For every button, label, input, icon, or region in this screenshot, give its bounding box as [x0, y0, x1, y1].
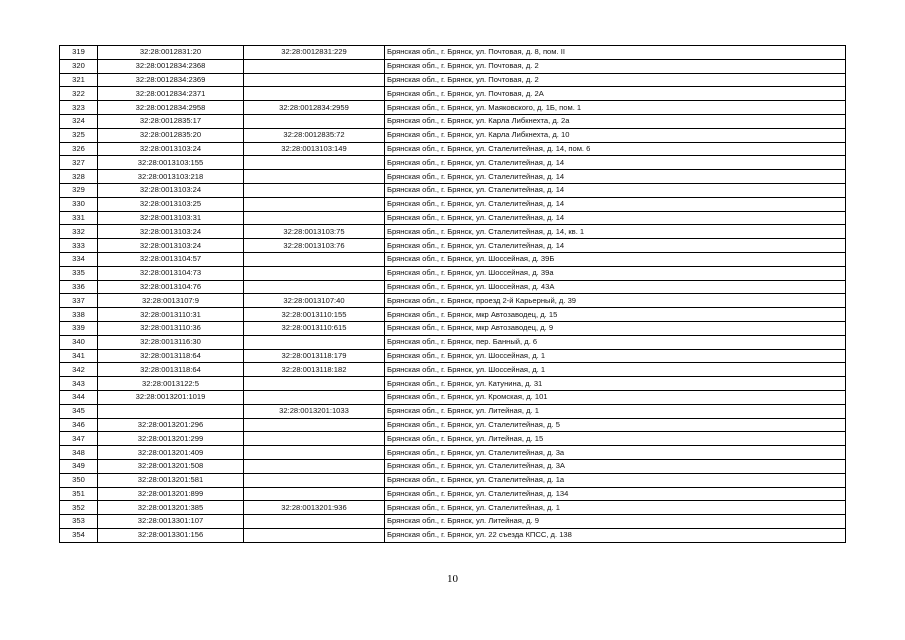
address-cell: Брянская обл., г. Брянск, ул. Литейная, д. 9: [385, 515, 846, 529]
table-row: [60, 73, 846, 87]
address-cell: Брянская обл., г. Брянск, ул. Сталелитейная, д. 5: [385, 418, 846, 432]
address-cell: Брянская обл., г. Брянск, ул. Сталелитейная, д. 14, пом. 6: [385, 142, 846, 156]
address-cell: Брянская обл., г. Брянск, ул. Почтовая, д. 8, пом. II: [385, 46, 846, 60]
cadastral-number-cell: 32:28:0012834:2369: [98, 73, 244, 87]
table-row: [60, 377, 846, 391]
row-number-cell: 334: [60, 252, 98, 266]
address-cell: Брянская обл., г. Брянск, ул. Сталелитейная, д. 14, кв. 1: [385, 225, 846, 239]
cadastral-number-cell: 32:28:0012834:2958: [98, 101, 244, 115]
cadastral-number-cell: 32:28:0013103:25: [98, 197, 244, 211]
row-number-cell: 340: [60, 335, 98, 349]
cadastral-number-cell: 32:28:0013104:76: [98, 280, 244, 294]
row-number-cell: 348: [60, 446, 98, 460]
building-cadastral-number-cell: [244, 280, 385, 294]
cadastral-number-cell: 32:28:0013103:31: [98, 211, 244, 225]
table-row: [60, 528, 846, 542]
cadastral-number-cell: 32:28:0013201:899: [98, 487, 244, 501]
table-row: [60, 349, 846, 363]
address-cell: Брянская обл., г. Брянск, ул. Сталелитейная, д. 3А: [385, 459, 846, 473]
cadastral-number-cell: 32:28:0013201:1019: [98, 390, 244, 404]
row-number-cell: 328: [60, 170, 98, 184]
building-cadastral-number-cell: [244, 252, 385, 266]
building-cadastral-number-cell: 32:28:0013201:1033: [244, 404, 385, 418]
address-cell: Брянская обл., г. Брянск, ул. Сталелитейная, д. 134: [385, 487, 846, 501]
building-cadastral-number-cell: 32:28:0013201:936: [244, 501, 385, 515]
building-cadastral-number-cell: [244, 446, 385, 460]
building-cadastral-number-cell: [244, 183, 385, 197]
building-cadastral-number-cell: [244, 459, 385, 473]
table-row: [60, 308, 846, 322]
address-cell: Брянская обл., г. Брянск, ул. Шоссейная, д. 1: [385, 349, 846, 363]
table-row: [60, 294, 846, 308]
cadastral-number-cell: 32:28:0012834:2368: [98, 59, 244, 73]
address-cell: Брянская обл., г. Брянск, ул. Шоссейная, д. 43А: [385, 280, 846, 294]
table-row: [60, 418, 846, 432]
building-cadastral-number-cell: [244, 197, 385, 211]
row-number-cell: 320: [60, 59, 98, 73]
cadastral-number-cell: 32:28:0012835:20: [98, 128, 244, 142]
cadastral-number-cell: 32:28:0013103:155: [98, 156, 244, 170]
row-number-cell: 352: [60, 501, 98, 515]
registry-table: [59, 45, 846, 543]
cadastral-number-cell: 32:28:0013116:30: [98, 335, 244, 349]
building-cadastral-number-cell: [244, 377, 385, 391]
cadastral-number-cell: 32:28:0012834:2371: [98, 87, 244, 101]
cadastral-number-cell: 32:28:0013103:24: [98, 239, 244, 253]
row-number-cell: 347: [60, 432, 98, 446]
cadastral-number-cell: 32:28:0013103:218: [98, 170, 244, 184]
table-row: [60, 225, 846, 239]
cadastral-number-cell: 32:28:0013301:156: [98, 528, 244, 542]
row-number-cell: 346: [60, 418, 98, 432]
address-cell: Брянская обл., г. Брянск, пер. Банный, д. 6: [385, 335, 846, 349]
building-cadastral-number-cell: 32:28:0013103:149: [244, 142, 385, 156]
row-number-cell: 345: [60, 404, 98, 418]
building-cadastral-number-cell: [244, 266, 385, 280]
building-cadastral-number-cell: [244, 211, 385, 225]
building-cadastral-number-cell: 32:28:0013103:76: [244, 239, 385, 253]
cadastral-number-cell: 32:28:0013201:296: [98, 418, 244, 432]
row-number-cell: 327: [60, 156, 98, 170]
address-cell: Брянская обл., г. Брянск, ул. Сталелитейная, д. 1: [385, 501, 846, 515]
table-row: [60, 487, 846, 501]
building-cadastral-number-cell: [244, 156, 385, 170]
building-cadastral-number-cell: [244, 87, 385, 101]
table-row: [60, 446, 846, 460]
cadastral-number-cell: 32:28:0013110:36: [98, 321, 244, 335]
cadastral-number-cell: 32:28:0012831:20: [98, 46, 244, 60]
row-number-cell: 336: [60, 280, 98, 294]
building-cadastral-number-cell: [244, 418, 385, 432]
building-cadastral-number-cell: 32:28:0013118:182: [244, 363, 385, 377]
address-cell: Брянская обл., г. Брянск, ул. Литейная, д. 15: [385, 432, 846, 446]
address-cell: Брянская обл., г. Брянск, ул. Почтовая, д. 2: [385, 73, 846, 87]
table-row: [60, 239, 846, 253]
page-number: 10: [447, 573, 458, 585]
building-cadastral-number-cell: 32:28:0013110:615: [244, 321, 385, 335]
cadastral-number-cell: 32:28:0013118:64: [98, 349, 244, 363]
row-number-cell: 350: [60, 473, 98, 487]
table-row: [60, 321, 846, 335]
address-cell: Брянская обл., г. Брянск, ул. Катунина, д. 31: [385, 377, 846, 391]
address-cell: Брянская обл., г. Брянск, ул. Сталелитейная, д. 14: [385, 156, 846, 170]
building-cadastral-number-cell: 32:28:0012835:72: [244, 128, 385, 142]
table-row: [60, 280, 846, 294]
table-row: [60, 170, 846, 184]
row-number-cell: 329: [60, 183, 98, 197]
cadastral-number-cell: 32:28:0013103:24: [98, 142, 244, 156]
row-number-cell: 354: [60, 528, 98, 542]
cadastral-number-cell: 32:28:0013201:299: [98, 432, 244, 446]
cadastral-number-cell: 32:28:0013103:24: [98, 225, 244, 239]
building-cadastral-number-cell: [244, 59, 385, 73]
table-row: [60, 142, 846, 156]
address-cell: Брянская обл., г. Брянск, ул. Сталелитейная, д. 14: [385, 197, 846, 211]
building-cadastral-number-cell: [244, 473, 385, 487]
row-number-cell: 337: [60, 294, 98, 308]
row-number-cell: 351: [60, 487, 98, 501]
address-cell: Брянская обл., г. Брянск, ул. Сталелитейная, д. 1а: [385, 473, 846, 487]
cadastral-number-cell: 32:28:0013201:508: [98, 459, 244, 473]
table-row: [60, 46, 846, 60]
address-cell: Брянская обл., г. Брянск, ул. Сталелитейная, д. 14: [385, 170, 846, 184]
building-cadastral-number-cell: 32:28:0013118:179: [244, 349, 385, 363]
row-number-cell: 339: [60, 321, 98, 335]
table-row: [60, 390, 846, 404]
cadastral-number-cell: 32:28:0013104:57: [98, 252, 244, 266]
row-number-cell: 353: [60, 515, 98, 529]
cadastral-number-cell: 32:28:0013110:31: [98, 308, 244, 322]
building-cadastral-number-cell: [244, 114, 385, 128]
table-row: [60, 473, 846, 487]
building-cadastral-number-cell: 32:28:0013110:155: [244, 308, 385, 322]
table-row: [60, 459, 846, 473]
address-cell: Брянская обл., г. Брянск, ул. Карла Либкнехта, д. 2а: [385, 114, 846, 128]
row-number-cell: 335: [60, 266, 98, 280]
address-cell: Брянская обл., г. Брянск, проезд 2-й Карьерный, д. 39: [385, 294, 846, 308]
table-row: [60, 87, 846, 101]
table-row: [60, 266, 846, 280]
cadastral-number-cell: [98, 404, 244, 418]
address-cell: Брянская обл., г. Брянск, ул. Шоссейная, д. 1: [385, 363, 846, 377]
table-row: [60, 197, 846, 211]
row-number-cell: 319: [60, 46, 98, 60]
row-number-cell: 342: [60, 363, 98, 377]
row-number-cell: 324: [60, 114, 98, 128]
table-row: [60, 335, 846, 349]
building-cadastral-number-cell: [244, 432, 385, 446]
cadastral-number-cell: 32:28:0013107:9: [98, 294, 244, 308]
registry-table-body: [60, 46, 846, 543]
address-cell: Брянская обл., г. Брянск, ул. Маяковского, д. 1Б, пом. 1: [385, 101, 846, 115]
table-row: [60, 114, 846, 128]
building-cadastral-number-cell: [244, 335, 385, 349]
building-cadastral-number-cell: [244, 515, 385, 529]
building-cadastral-number-cell: [244, 390, 385, 404]
cadastral-number-cell: 32:28:0013301:107: [98, 515, 244, 529]
table-row: [60, 363, 846, 377]
address-cell: Брянская обл., г. Брянск, мкр Автозаводец, д. 9: [385, 321, 846, 335]
row-number-cell: 344: [60, 390, 98, 404]
table-row: [60, 101, 846, 115]
table-row: [60, 156, 846, 170]
row-number-cell: 349: [60, 459, 98, 473]
address-cell: Брянская обл., г. Брянск, ул. Сталелитейная, д. 14: [385, 211, 846, 225]
address-cell: Брянская обл., г. Брянск, ул. Кромская, д. 101: [385, 390, 846, 404]
table-row: [60, 404, 846, 418]
cadastral-number-cell: 32:28:0013201:409: [98, 446, 244, 460]
row-number-cell: 341: [60, 349, 98, 363]
row-number-cell: 322: [60, 87, 98, 101]
cadastral-number-cell: 32:28:0013201:385: [98, 501, 244, 515]
table-row: [60, 59, 846, 73]
row-number-cell: 343: [60, 377, 98, 391]
address-cell: Брянская обл., г. Брянск, ул. Почтовая, д. 2А: [385, 87, 846, 101]
cadastral-number-cell: 32:28:0013118:64: [98, 363, 244, 377]
building-cadastral-number-cell: [244, 487, 385, 501]
address-cell: Брянская обл., г. Брянск, ул. 22 съезда КПСС, д. 138: [385, 528, 846, 542]
table-row: [60, 211, 846, 225]
building-cadastral-number-cell: 32:28:0012831:229: [244, 46, 385, 60]
row-number-cell: 331: [60, 211, 98, 225]
row-number-cell: 323: [60, 101, 98, 115]
row-number-cell: 338: [60, 308, 98, 322]
row-number-cell: 321: [60, 73, 98, 87]
cadastral-number-cell: 32:28:0013201:581: [98, 473, 244, 487]
cadastral-number-cell: 32:28:0013104:73: [98, 266, 244, 280]
address-cell: Брянская обл., г. Брянск, ул. Литейная, д. 1: [385, 404, 846, 418]
address-cell: Брянская обл., г. Брянск, мкр Автозаводец, д. 15: [385, 308, 846, 322]
address-cell: Брянская обл., г. Брянск, ул. Сталелитейная, д. 14: [385, 239, 846, 253]
row-number-cell: 333: [60, 239, 98, 253]
table-row: [60, 183, 846, 197]
address-cell: Брянская обл., г. Брянск, ул. Сталелитейная, д. 14: [385, 183, 846, 197]
table-row: [60, 432, 846, 446]
cadastral-number-cell: 32:28:0013122:5: [98, 377, 244, 391]
building-cadastral-number-cell: [244, 170, 385, 184]
address-cell: Брянская обл., г. Брянск, ул. Шоссейная, д. 39Б: [385, 252, 846, 266]
address-cell: Брянская обл., г. Брянск, ул. Сталелитейная, д. 3а: [385, 446, 846, 460]
address-cell: Брянская обл., г. Брянск, ул. Почтовая, д. 2: [385, 59, 846, 73]
building-cadastral-number-cell: 32:28:0012834:2959: [244, 101, 385, 115]
building-cadastral-number-cell: [244, 528, 385, 542]
table-row: [60, 252, 846, 266]
row-number-cell: 325: [60, 128, 98, 142]
building-cadastral-number-cell: [244, 73, 385, 87]
row-number-cell: 332: [60, 225, 98, 239]
cadastral-number-cell: 32:28:0013103:24: [98, 183, 244, 197]
building-cadastral-number-cell: 32:28:0013103:75: [244, 225, 385, 239]
address-cell: Брянская обл., г. Брянск, ул. Шоссейная, д. 39а: [385, 266, 846, 280]
address-cell: Брянская обл., г. Брянск, ул. Карла Либкнехта, д. 10: [385, 128, 846, 142]
cadastral-number-cell: 32:28:0012835:17: [98, 114, 244, 128]
row-number-cell: 326: [60, 142, 98, 156]
row-number-cell: 330: [60, 197, 98, 211]
table-row: [60, 501, 846, 515]
building-cadastral-number-cell: 32:28:0013107:40: [244, 294, 385, 308]
table-row: [60, 515, 846, 529]
table-row: [60, 128, 846, 142]
